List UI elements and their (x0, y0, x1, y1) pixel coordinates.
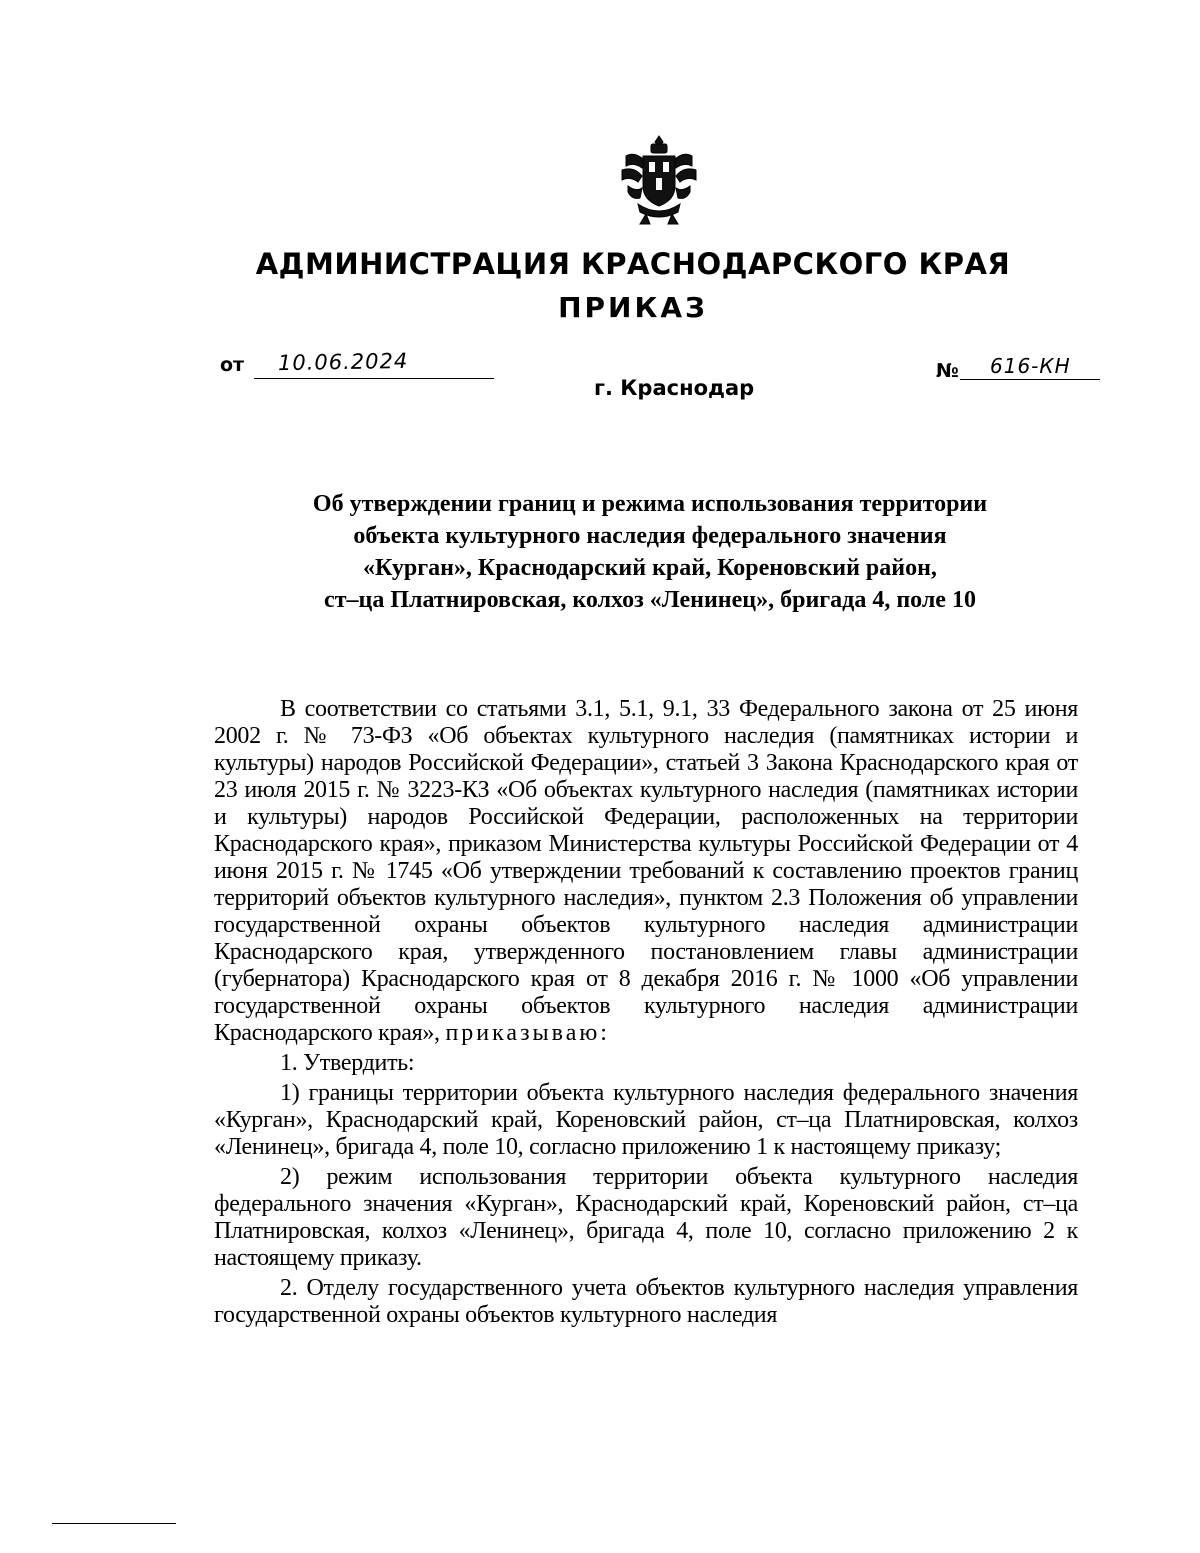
order-word: приказываю: (445, 1020, 610, 1046)
document-title (230, 488, 1070, 616)
item-1: 1. Утвердить: (280, 1050, 415, 1076)
number-underline (960, 379, 1100, 380)
organization-name: АДМИНИСТРАЦИЯ КРАСНОДАРСКОГО КРАЯ (255, 247, 1011, 281)
title-line: «Курган», Краснодарский край, Кореновский район, (363, 555, 937, 581)
number-label: № (936, 360, 959, 382)
document-body (214, 696, 1078, 1332)
title-line: объекта культурного наследия федерального значения (353, 523, 947, 549)
handwritten-date: 10.06.2024 (277, 348, 409, 376)
title-line: ст–ца Платнировская, колхоз «Ленинец», бригада 4, поле 10 (324, 587, 976, 613)
title-line: Об утверждении границ и режима использования территории (312, 491, 988, 517)
document-type: ПРИКАЗ (558, 291, 708, 324)
from-label: от (220, 354, 245, 376)
date-underline (254, 378, 494, 379)
item-2: 2. Отделу государственного учета объектов культурного наследия управления государственной охраны объектов культурного наследия (214, 1275, 1078, 1328)
preamble-text: В соответствии со статьями 3.1, 5.1, 9.1, 33 Федерального закона от 25 июня 2002 г. № 73-ФЗ «Об объектах культурного наследия (памятниках истории и культуры) народов Российской Федерации», статьей 3 Закона Краснодарского края от 23 июля 2015 г. № 3223-КЗ «Об объектах культурного наследия (памятниках истории и культуры) народов Российской Федерации, расположенных на территории Краснодарского края», приказом Министерства культуры Российской Федерации от 4 июня 2015 г. № 1745 «Об утверждении требований к составлению проектов границ территорий объектов культурного наследия», пунктом 2.3 Положения об управлении государственной охраны объектов культурного наследия администрации Краснодарского края, утвержденного постановлением главы администрации (губернатора) Краснодарского края от 8 декабря 2016 г. № 1000 «Об управлении государственной охраны объектов культурного наследия администрации Краснодарского края», (214, 696, 1078, 1046)
order-details-row (220, 346, 1100, 406)
item-1-subitem-2: 2) режим использования территории объекта культурного наследия федерального значения «Курган», Краснодарский край, Кореновский район, ст–ца Платнировская, колхоз «Ленинец», бригада 4, поле 10, согласно приложению 2 к настоящему приказу. (214, 1164, 1078, 1271)
footnote-rule (52, 1523, 176, 1524)
krasnodar-krai-coat-of-arms-icon (618, 134, 700, 226)
city-name: г. Краснодар (594, 376, 755, 400)
item-1-subitem-1: 1) границы территории объекта культурного наследия федерального значения «Курган», Краснодарский край, Кореновский район, ст–ца Платнировская, колхоз «Ленинец», бригада 4, поле 10, согласно приложению 1 к настоящему приказу; (214, 1080, 1078, 1160)
preamble-paragraph (214, 696, 1078, 1047)
handwritten-order-number: 616-КН (990, 354, 1071, 378)
